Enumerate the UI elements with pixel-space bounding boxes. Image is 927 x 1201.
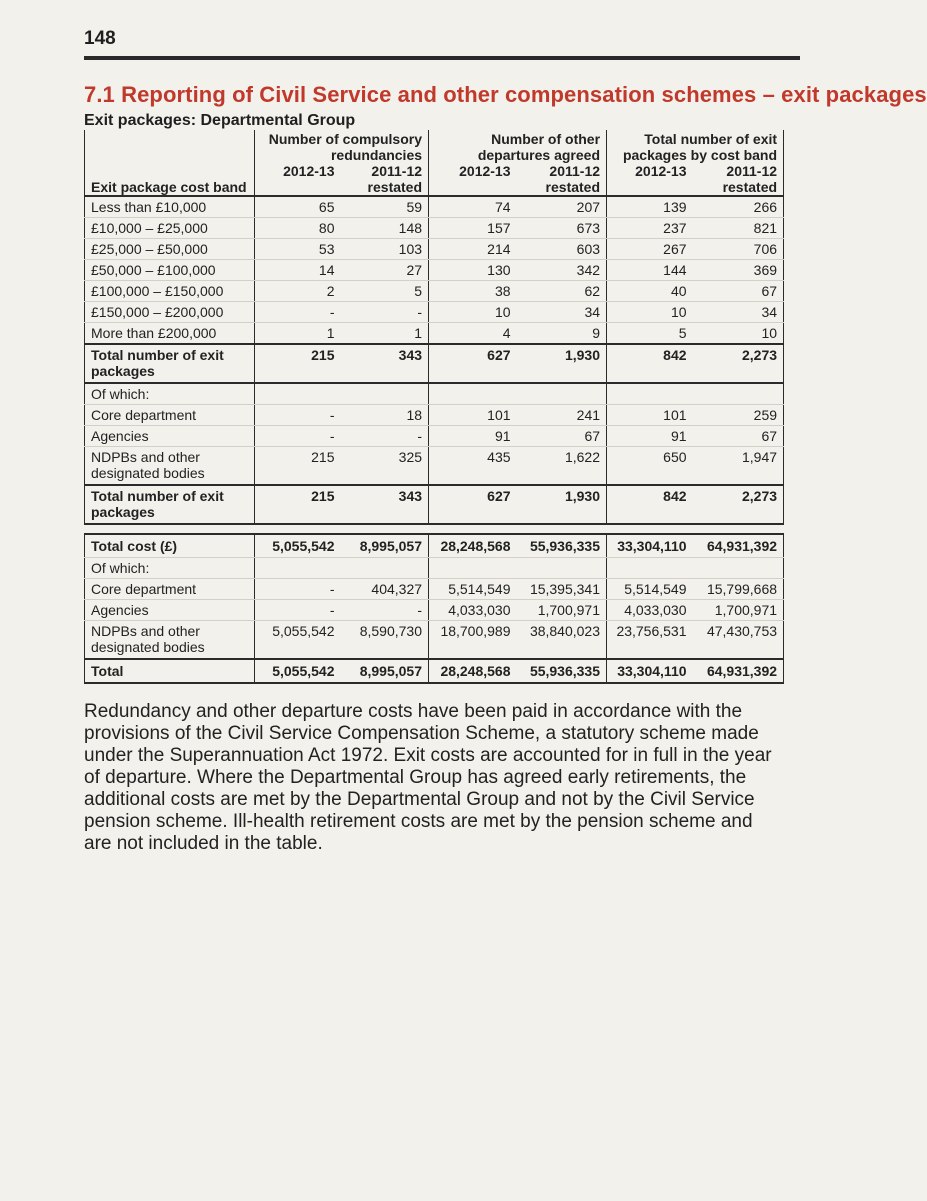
- split-row-value: 650: [607, 447, 693, 486]
- band-row: [85, 239, 784, 260]
- cost-of-which-row-cell: [429, 558, 517, 579]
- band-row-value: 207: [517, 196, 607, 218]
- cost-split-row-value: 5,514,549: [429, 579, 517, 600]
- cost-split-row: [85, 600, 784, 621]
- band-row-value: 706: [693, 239, 784, 260]
- band-row-value: 10: [693, 323, 784, 345]
- band-row: [85, 260, 784, 281]
- cost-split-row-value: 8,590,730: [341, 621, 429, 660]
- total-packages-row: [85, 344, 784, 383]
- cost-split-row-value: -: [341, 600, 429, 621]
- split-row-value: 67: [517, 426, 607, 447]
- band-row-value: 603: [517, 239, 607, 260]
- band-row-value: 673: [517, 218, 607, 239]
- total-packages-row-2: [85, 485, 784, 524]
- cost-of-which-row-label: Of which:: [85, 558, 255, 579]
- page-number: 148: [84, 28, 116, 49]
- band-row-value: 40: [607, 281, 693, 302]
- split-row-label: Core department: [85, 405, 255, 426]
- band-row-value: -: [341, 302, 429, 323]
- band-row-value: 1: [341, 323, 429, 345]
- band-row-value: 34: [517, 302, 607, 323]
- band-row-value: 80: [255, 218, 341, 239]
- band-row-value: 130: [429, 260, 517, 281]
- table-caption: Exit packages: Departmental Group: [84, 112, 356, 129]
- band-row-value: 59: [341, 196, 429, 218]
- cost-total-row-label: Total: [85, 659, 255, 683]
- band-row-value: 67: [693, 281, 784, 302]
- footnote: Redundancy and other departure costs have been paid in accordance with the provisions of the Civil Service Compensation Scheme, a statutory scheme made under the Superannuation Act 1972. Exit costs are accounted for in full in the year of departure. Where the Departmental Group has agreed early retirements, the additional costs are met by the Departmental Group and not by the Civil Service pension scheme. Ill-health retirement costs are met by the pension scheme and are not included in the table.: [84, 701, 772, 854]
- total-packages-row-value: 842: [607, 344, 693, 383]
- split-row-value: 1,622: [517, 447, 607, 486]
- cost-split-row-value: 38,840,023: [517, 621, 607, 660]
- band-heading: Exit package cost band: [85, 163, 255, 196]
- year-heading: 2011-12 restated: [517, 163, 607, 196]
- total-cost-row-value: 33,304,110: [607, 534, 693, 558]
- band-row-value: 10: [607, 302, 693, 323]
- split-row-value: 259: [693, 405, 784, 426]
- of-which-row-cell: [517, 383, 607, 405]
- band-row-value: 5: [607, 323, 693, 345]
- total-cost-row-value: 55,936,335: [517, 534, 607, 558]
- band-row-label: More than £200,000: [85, 323, 255, 345]
- total-packages-row-label: Total number of exit packages: [85, 344, 255, 383]
- cost-split-row-label: Agencies: [85, 600, 255, 621]
- band-row-value: 267: [607, 239, 693, 260]
- section-title: 7.1 Reporting of Civil Service and other compensation schemes – exit packages: [84, 82, 927, 107]
- cost-total-row-value: 28,248,568: [429, 659, 517, 683]
- cost-total-row-value: 8,995,057: [341, 659, 429, 683]
- cost-split-row-value: 5,514,549: [607, 579, 693, 600]
- band-row-value: 1: [255, 323, 341, 345]
- cost-split-row-value: 1,700,971: [517, 600, 607, 621]
- header-blank: [85, 130, 255, 163]
- cost-split-row-value: -: [255, 600, 341, 621]
- total-cost-row-value: 28,248,568: [429, 534, 517, 558]
- split-row-value: 241: [517, 405, 607, 426]
- band-row-value: 62: [517, 281, 607, 302]
- split-row: [85, 405, 784, 426]
- band-row-value: 53: [255, 239, 341, 260]
- band-row-value: 237: [607, 218, 693, 239]
- band-row-value: 369: [693, 260, 784, 281]
- band-row-label: £100,000 – £150,000: [85, 281, 255, 302]
- band-row-label: Less than £10,000: [85, 196, 255, 218]
- total-packages-row-value: 2,273: [693, 344, 784, 383]
- cost-total-row-value: 5,055,542: [255, 659, 341, 683]
- band-row-value: 5: [341, 281, 429, 302]
- total-packages-row-value: 215: [255, 344, 341, 383]
- split-row-value: 91: [607, 426, 693, 447]
- year-heading: 2012-13: [255, 163, 341, 196]
- cost-split-row-value: 47,430,753: [693, 621, 784, 660]
- band-row-value: -: [255, 302, 341, 323]
- split-row-value: 215: [255, 447, 341, 486]
- band-row-value: 34: [693, 302, 784, 323]
- total-packages-row-2-value: 2,273: [693, 485, 784, 524]
- split-row-value: 18: [341, 405, 429, 426]
- cost-split-row-label: NDPBs and other designated bodies: [85, 621, 255, 660]
- cost-split-row-value: 4,033,030: [607, 600, 693, 621]
- split-row-value: 435: [429, 447, 517, 486]
- of-which-row-cell: [693, 383, 784, 405]
- band-row-value: 10: [429, 302, 517, 323]
- cost-total-row-value: 33,304,110: [607, 659, 693, 683]
- split-row-value: -: [255, 426, 341, 447]
- split-row-value: 91: [429, 426, 517, 447]
- total-packages-row-value: 343: [341, 344, 429, 383]
- cost-total-row-value: 64,931,392: [693, 659, 784, 683]
- total-packages-row-2-value: 842: [607, 485, 693, 524]
- of-which-row-cell: [341, 383, 429, 405]
- cost-split-row-value: 5,055,542: [255, 621, 341, 660]
- band-row-label: £150,000 – £200,000: [85, 302, 255, 323]
- spacer-row: [85, 524, 784, 534]
- of-which-row: [85, 383, 784, 405]
- split-row-value: 101: [607, 405, 693, 426]
- band-row-value: 103: [341, 239, 429, 260]
- cost-split-row-value: 1,700,971: [693, 600, 784, 621]
- year-heading: 2011-12 restated: [341, 163, 429, 196]
- band-row: [85, 218, 784, 239]
- group-compulsory-heading: Number of compulsory redundancies: [255, 130, 429, 163]
- total-packages-row-2-value: 1,930: [517, 485, 607, 524]
- split-row-label: NDPBs and other designated bodies: [85, 447, 255, 486]
- group-other-departures-heading: Number of other departures agreed: [429, 130, 607, 163]
- year-heading: 2012-13: [607, 163, 693, 196]
- group-total-packages-heading: Total number of exit packages by cost band: [607, 130, 784, 163]
- split-row-value: 67: [693, 426, 784, 447]
- total-cost-row-value: 8,995,057: [341, 534, 429, 558]
- split-row-value: 101: [429, 405, 517, 426]
- split-row-value: -: [341, 426, 429, 447]
- cost-split-row-value: 404,327: [341, 579, 429, 600]
- band-row-value: 821: [693, 218, 784, 239]
- cost-split-row: [85, 621, 784, 660]
- total-packages-row-2-label: Total number of exit packages: [85, 485, 255, 524]
- band-row-value: 74: [429, 196, 517, 218]
- band-row-value: 38: [429, 281, 517, 302]
- of-which-row-cell: [607, 383, 693, 405]
- split-row-value: -: [255, 405, 341, 426]
- band-row-value: 14: [255, 260, 341, 281]
- band-row-label: £25,000 – £50,000: [85, 239, 255, 260]
- band-row-value: 4: [429, 323, 517, 345]
- band-row-label: £50,000 – £100,000: [85, 260, 255, 281]
- split-row-value: 1,947: [693, 447, 784, 486]
- header-rule: [84, 56, 800, 60]
- exit-packages-table: [84, 130, 784, 684]
- cost-split-row-value: 4,033,030: [429, 600, 517, 621]
- header-year-row: [85, 163, 784, 196]
- cost-split-row-value: 23,756,531: [607, 621, 693, 660]
- band-row: [85, 281, 784, 302]
- split-row: [85, 426, 784, 447]
- cost-of-which-row-cell: [693, 558, 784, 579]
- band-row-value: 214: [429, 239, 517, 260]
- cost-split-row-value: 18,700,989: [429, 621, 517, 660]
- of-which-row-label: Of which:: [85, 383, 255, 405]
- total-cost-row: [85, 534, 784, 558]
- band-row: [85, 302, 784, 323]
- year-heading: 2012-13: [429, 163, 517, 196]
- split-row-label: Agencies: [85, 426, 255, 447]
- cost-of-which-row-cell: [255, 558, 341, 579]
- total-packages-row-2-value: 627: [429, 485, 517, 524]
- band-row-value: 342: [517, 260, 607, 281]
- total-packages-row-2-value: 215: [255, 485, 341, 524]
- cost-split-row-value: 15,799,668: [693, 579, 784, 600]
- cost-of-which-row-cell: [607, 558, 693, 579]
- cost-total-row: [85, 659, 784, 683]
- band-row-value: 2: [255, 281, 341, 302]
- total-cost-row-label: Total cost (£): [85, 534, 255, 558]
- total-packages-row-value: 1,930: [517, 344, 607, 383]
- total-packages-row-value: 627: [429, 344, 517, 383]
- band-row-value: 157: [429, 218, 517, 239]
- cost-total-row-value: 55,936,335: [517, 659, 607, 683]
- header-group-row: [85, 130, 784, 163]
- band-row: [85, 323, 784, 345]
- cost-of-which-row-cell: [517, 558, 607, 579]
- of-which-row-cell: [429, 383, 517, 405]
- band-row-value: 65: [255, 196, 341, 218]
- cost-split-row-value: -: [255, 579, 341, 600]
- band-row-value: 144: [607, 260, 693, 281]
- cost-split-row-label: Core department: [85, 579, 255, 600]
- total-cost-row-value: 5,055,542: [255, 534, 341, 558]
- cost-split-row: [85, 579, 784, 600]
- band-row-value: 148: [341, 218, 429, 239]
- band-row-label: £10,000 – £25,000: [85, 218, 255, 239]
- band-row: [85, 196, 784, 218]
- spacer-cell: [85, 524, 784, 534]
- band-row-value: 27: [341, 260, 429, 281]
- split-row: [85, 447, 784, 486]
- cost-split-row-value: 15,395,341: [517, 579, 607, 600]
- split-row-value: 325: [341, 447, 429, 486]
- total-cost-row-value: 64,931,392: [693, 534, 784, 558]
- of-which-row-cell: [255, 383, 341, 405]
- total-packages-row-2-value: 343: [341, 485, 429, 524]
- cost-of-which-row: [85, 558, 784, 579]
- band-row-value: 139: [607, 196, 693, 218]
- year-heading: 2011-12 restated: [693, 163, 784, 196]
- cost-of-which-row-cell: [341, 558, 429, 579]
- band-row-value: 266: [693, 196, 784, 218]
- band-row-value: 9: [517, 323, 607, 345]
